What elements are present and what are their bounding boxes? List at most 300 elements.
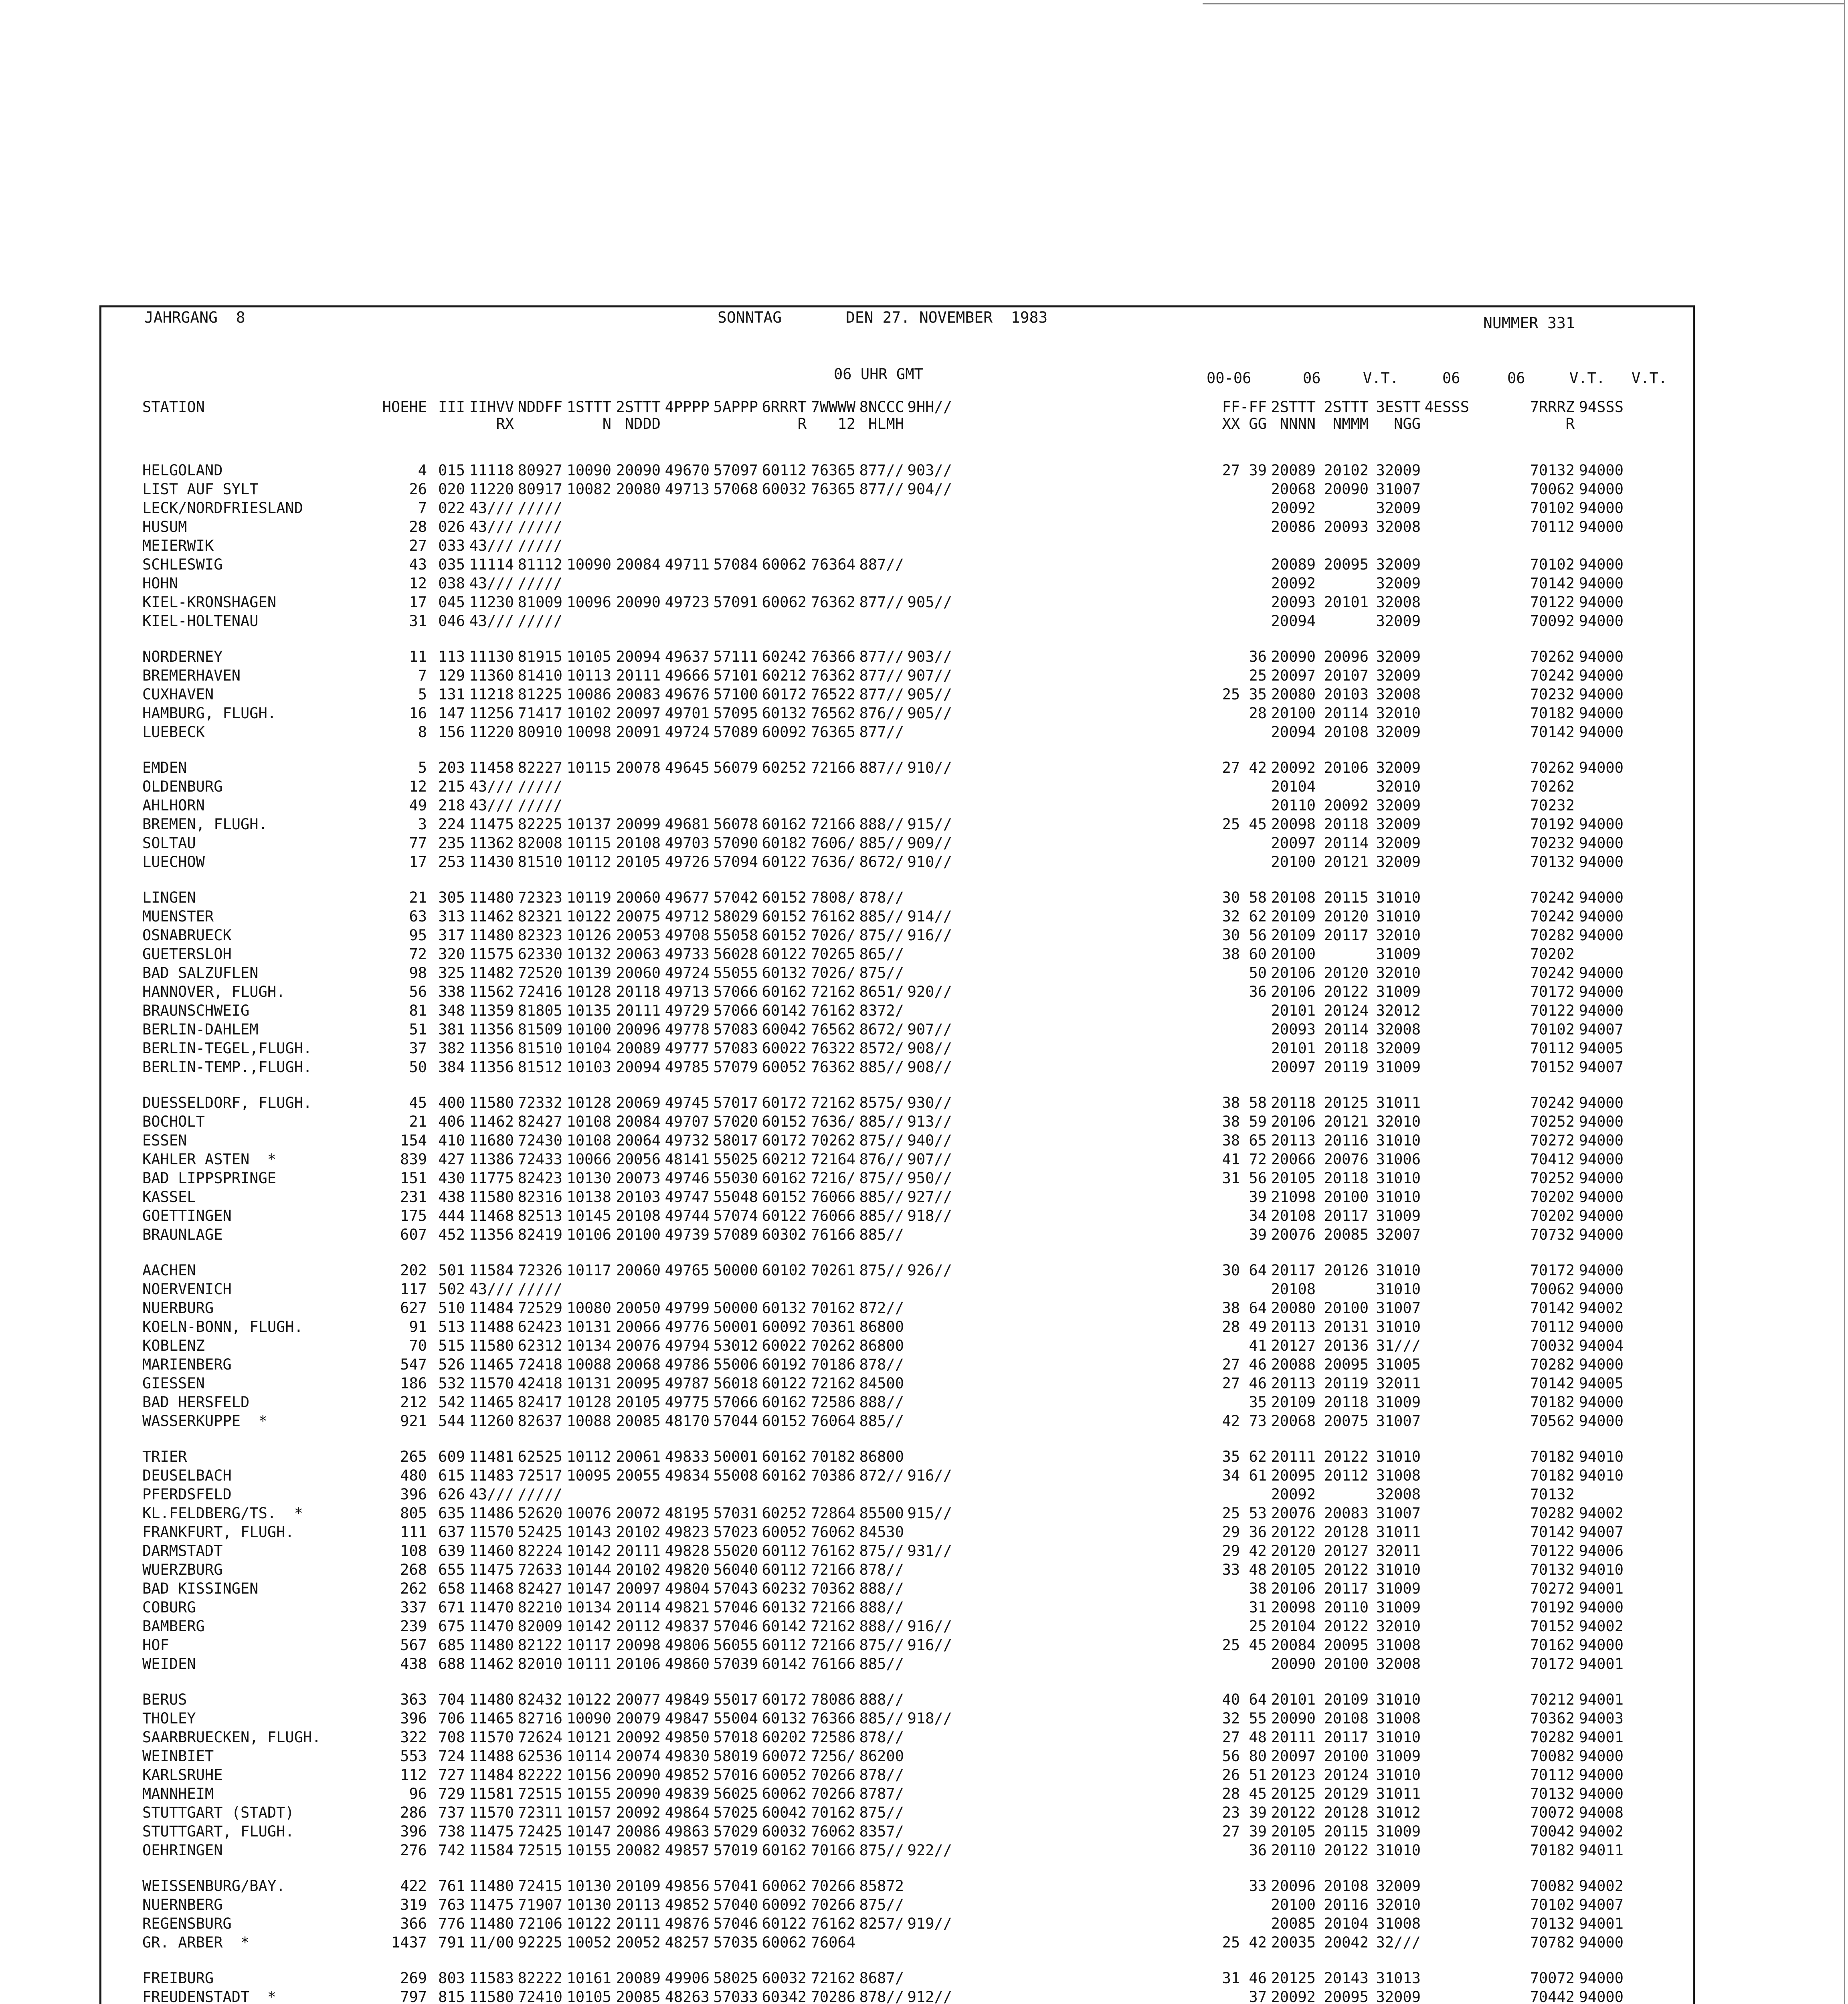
cell-4pppp: 49765 <box>665 1262 710 1279</box>
cell-3estt: 31008 <box>1376 1710 1421 1727</box>
table-row <box>0 612 1848 630</box>
cell-94sss: 94007 <box>1579 1021 1624 1038</box>
cell-2sttt: 20068 <box>616 1356 661 1373</box>
cell-2sttt-c: 20116 <box>1324 1896 1369 1913</box>
cell-nddff: 82222 <box>518 1766 562 1784</box>
cell-iii: 338 <box>438 983 465 1000</box>
cell-nddff: 62330 <box>518 945 562 963</box>
cell-3estt: 31013 <box>1376 1970 1421 1987</box>
cell-nddff: 72529 <box>518 1299 562 1317</box>
station-name: KIEL-HOLTENAU <box>142 612 259 630</box>
cell-ff-ff: 34 61 <box>1222 1467 1267 1484</box>
cell-8nccc: 85500 <box>859 1505 904 1522</box>
cell-2sttt-c: 20122 <box>1324 1618 1369 1635</box>
cell-9hh: 926// <box>907 1262 952 1279</box>
cell-7wwww: 7606/ <box>811 834 855 852</box>
cell-3estt: 32009 <box>1376 1988 1421 2004</box>
cell-5appp: 57066 <box>713 1394 758 1411</box>
cell-2sttt-c: 20116 <box>1324 1132 1369 1149</box>
cell-4pppp: 49864 <box>665 1804 710 1821</box>
cell-4pppp: 49726 <box>665 853 710 871</box>
cell-2sttt-c: 20085 <box>1324 1226 1369 1243</box>
cell-4pppp: 49666 <box>665 667 710 684</box>
cell-iihvv: 11/00 <box>469 1934 514 1951</box>
cell-hoehe: 56 <box>409 983 427 1000</box>
cell-iii: 046 <box>438 612 465 630</box>
cell-7rrrz: 70782 <box>1530 1934 1575 1951</box>
cell-6rrrt: 60132 <box>762 1710 807 1727</box>
cell-1sttt: 10117 <box>566 1636 611 1654</box>
table-row <box>0 1988 1848 2004</box>
cell-4pppp: 49849 <box>665 1691 710 1708</box>
cell-iii: 384 <box>438 1059 465 1076</box>
col-header-2sttt-c: 2STTT <box>1324 398 1369 416</box>
cell-2sttt-c: 20095 <box>1324 556 1369 573</box>
cell-7rrrz: 70042 <box>1530 1823 1575 1840</box>
cell-9hh: 916// <box>907 927 952 944</box>
cell-iihvv: 11359 <box>469 1002 514 1019</box>
cell-iihvv: 11475 <box>469 1823 514 1840</box>
cell-9hh: 920// <box>907 983 952 1000</box>
station-name: BRAUNLAGE <box>142 1226 223 1243</box>
station-name: BOCHOLT <box>142 1113 205 1130</box>
cell-94sss: 94000 <box>1579 1970 1624 1987</box>
cell-2sttt-b: 20122 <box>1271 1523 1316 1541</box>
cell-2sttt-c: 20125 <box>1324 1094 1369 1111</box>
cell-iii: 131 <box>438 686 465 703</box>
cell-94sss: 94002 <box>1579 1618 1624 1635</box>
table-row <box>0 853 1848 871</box>
cell-4pppp: 49786 <box>665 1356 710 1373</box>
station-name: AHLHORN <box>142 797 205 814</box>
cell-hoehe: 154 <box>400 1132 427 1149</box>
cell-ff-ff: 30 58 <box>1222 889 1267 906</box>
cell-2sttt-c: 20076 <box>1324 1151 1369 1168</box>
cell-7wwww: 72166 <box>811 1636 855 1654</box>
cell-4pppp: 49820 <box>665 1561 710 1578</box>
station-name: KOBLENZ <box>142 1337 205 1354</box>
cell-hoehe: 839 <box>400 1151 427 1168</box>
cell-3estt: 32008 <box>1376 1486 1421 1503</box>
cell-7wwww: 72162 <box>811 1375 855 1392</box>
cell-7wwww: 76365 <box>811 723 855 741</box>
cell-7wwww: 70262 <box>811 1132 855 1149</box>
cell-iihvv: 11570 <box>469 1804 514 1821</box>
cell-nddff: ///// <box>518 1281 562 1298</box>
cell-iihvv: 11230 <box>469 594 514 611</box>
station-name: GOETTINGEN <box>142 1207 232 1224</box>
cell-6rrrt: 60212 <box>762 1151 807 1168</box>
cell-3estt: 31010 <box>1376 1262 1421 1279</box>
cell-iihvv: 11470 <box>469 1599 514 1616</box>
cell-2sttt: 20111 <box>616 1002 661 1019</box>
cell-7rrrz: 70132 <box>1530 1561 1575 1578</box>
cell-hoehe: 268 <box>400 1561 427 1578</box>
cell-2sttt-b: 20098 <box>1271 816 1316 833</box>
cell-hoehe: 95 <box>409 927 427 944</box>
cell-2sttt: 20074 <box>616 1747 661 1765</box>
col-header-nddff: NDDFF <box>518 398 562 416</box>
cell-2sttt-c: 20127 <box>1324 1542 1369 1560</box>
cell-iihvv: 11775 <box>469 1170 514 1187</box>
cell-8nccc: 84530 <box>859 1523 904 1541</box>
cell-2sttt-b: 20100 <box>1271 853 1316 871</box>
cell-7rrrz: 70732 <box>1530 1226 1575 1243</box>
cell-ff-ff: 56 80 <box>1222 1747 1267 1765</box>
cell-iihvv: 11470 <box>469 1618 514 1635</box>
cell-2sttt-c: 20117 <box>1324 1207 1369 1224</box>
cell-94sss: 94006 <box>1579 1542 1624 1560</box>
cell-8nccc: 885// <box>859 1059 904 1076</box>
cell-7rrrz: 70272 <box>1530 1580 1575 1597</box>
cell-2sttt-c: 20101 <box>1324 594 1369 611</box>
cell-5appp: 57039 <box>713 1655 758 1673</box>
station-name: LINGEN <box>142 889 196 906</box>
cell-iii: 313 <box>438 908 465 925</box>
cell-hoehe: 12 <box>409 778 427 795</box>
cell-nddff: ///// <box>518 797 562 814</box>
cell-2sttt: 20097 <box>616 1580 661 1597</box>
cell-3estt: 32011 <box>1376 1542 1421 1560</box>
cell-nddff: 82009 <box>518 1618 562 1635</box>
cell-2sttt: 20118 <box>616 983 661 1000</box>
cell-2sttt-c: 20109 <box>1324 1691 1369 1708</box>
cell-3estt: 31007 <box>1376 1505 1421 1522</box>
cell-2sttt-c: 20117 <box>1324 1729 1369 1746</box>
cell-6rrrt: 60142 <box>762 1002 807 1019</box>
col-header-1sttt: N <box>602 415 611 432</box>
cell-8nccc: 878// <box>859 889 904 906</box>
cell-7rrrz: 70142 <box>1530 723 1575 741</box>
cell-4pppp: 49806 <box>665 1636 710 1654</box>
cell-2sttt-b: 20085 <box>1271 1915 1316 1932</box>
cell-94sss: 94000 <box>1579 1318 1624 1335</box>
cell-3estt: 32009 <box>1376 759 1421 776</box>
cell-1sttt: 10108 <box>566 1132 611 1149</box>
cell-3estt: 31010 <box>1376 1842 1421 1859</box>
cell-8nccc: 885// <box>859 908 904 925</box>
station-name: SCHLESWIG <box>142 556 223 573</box>
station-name: LIST AUF SYLT <box>142 481 259 498</box>
cell-2sttt-c: 20121 <box>1324 1113 1369 1130</box>
cell-8nccc: 875// <box>859 1170 904 1187</box>
cell-6rrrt: 60252 <box>762 759 807 776</box>
cell-1sttt: 10144 <box>566 1561 611 1578</box>
cell-8nccc: 875// <box>859 1804 904 1821</box>
cell-nddff: 81512 <box>518 1059 562 1076</box>
cell-7wwww: 72166 <box>811 816 855 833</box>
cell-hoehe: 363 <box>400 1691 427 1708</box>
cell-2sttt-b: 21098 <box>1271 1188 1316 1206</box>
issue-number: NUMMER 331 <box>1483 314 1575 332</box>
cell-1sttt: 10131 <box>566 1375 611 1392</box>
cell-3estt: 32009 <box>1376 1040 1421 1057</box>
cell-5appp: 57083 <box>713 1040 758 1057</box>
cell-7rrrz: 70152 <box>1530 1059 1575 1076</box>
cell-7rrrz: 70132 <box>1530 1915 1575 1932</box>
table-row <box>0 1393 1848 1412</box>
cell-2sttt-b: 20084 <box>1271 1636 1316 1654</box>
col-header-2sttt-c: NMMM <box>1332 415 1369 432</box>
cell-6rrrt: 60242 <box>762 648 807 665</box>
cell-1sttt: 10088 <box>566 1356 611 1373</box>
cell-2sttt-b: 20113 <box>1271 1318 1316 1335</box>
cell-3estt: 32010 <box>1376 964 1421 982</box>
cell-iii: 156 <box>438 723 465 741</box>
cell-iihvv: 43/// <box>469 499 514 517</box>
cell-8nccc: 885// <box>859 1412 904 1430</box>
cell-6rrrt: 60142 <box>762 1655 807 1673</box>
cell-7wwww: 76166 <box>811 1226 855 1243</box>
cell-6rrrt: 60152 <box>762 927 807 944</box>
cell-2sttt: 20084 <box>616 1113 661 1130</box>
cell-4pppp: 49747 <box>665 1188 710 1206</box>
table-row <box>0 1336 1848 1355</box>
cell-hoehe: 49 <box>409 797 427 814</box>
cell-hoehe: 396 <box>400 1486 427 1503</box>
cell-iihvv: 11488 <box>469 1747 514 1765</box>
cell-2sttt-c: 20114 <box>1324 705 1369 722</box>
cell-5appp: 55008 <box>713 1467 758 1484</box>
cell-2sttt: 20053 <box>616 927 661 944</box>
cell-7rrrz: 70282 <box>1530 1505 1575 1522</box>
cell-7wwww: 72166 <box>811 1599 855 1616</box>
cell-7wwww: 70265 <box>811 945 855 963</box>
cell-2sttt: 20090 <box>616 1785 661 1802</box>
cell-6rrrt: 60132 <box>762 1599 807 1616</box>
cell-6rrrt: 60092 <box>762 723 807 741</box>
cell-8nccc: 876// <box>859 705 904 722</box>
cell-94sss: 94003 <box>1579 1710 1624 1727</box>
cell-iihvv: 11580 <box>469 1188 514 1206</box>
cell-8nccc: 885// <box>859 1226 904 1243</box>
cell-7wwww: 7636/ <box>811 853 855 871</box>
cell-iihvv: 11584 <box>469 1262 514 1279</box>
station-name: SAARBRUECKEN, FLUGH. <box>142 1729 321 1746</box>
cell-5appp: 57111 <box>713 648 758 665</box>
cell-hoehe: 547 <box>400 1356 427 1373</box>
cell-6rrrt: 60122 <box>762 1207 807 1224</box>
cell-iii: 305 <box>438 889 465 906</box>
cell-ff-ff: 37 <box>1249 1988 1267 2004</box>
cell-6rrrt: 60112 <box>762 1636 807 1654</box>
col-header-2sttt-b: NNNN <box>1280 415 1316 432</box>
cell-5appp: 57094 <box>713 853 758 871</box>
cell-iii: 526 <box>438 1356 465 1373</box>
cell-94sss: 94000 <box>1579 964 1624 982</box>
cell-2sttt-c: 20107 <box>1324 667 1369 684</box>
cell-9hh: 914// <box>907 908 952 925</box>
cell-hoehe: 797 <box>400 1988 427 2004</box>
station-name: COBURG <box>142 1599 196 1616</box>
cell-2sttt-b: 20109 <box>1271 1394 1316 1411</box>
station-name: HANNOVER, FLUGH. <box>142 983 285 1000</box>
cell-5appp: 58029 <box>713 908 758 925</box>
table-row <box>0 1636 1848 1655</box>
cell-5appp: 57043 <box>713 1580 758 1597</box>
cell-2sttt-b: 20109 <box>1271 908 1316 925</box>
cell-6rrrt: 60182 <box>762 834 807 852</box>
cell-94sss: 94000 <box>1579 853 1624 871</box>
cell-3estt: 32007 <box>1376 1226 1421 1243</box>
cell-9hh: 918// <box>907 1207 952 1224</box>
cell-7wwww: 76365 <box>811 462 855 479</box>
cell-2sttt: 20060 <box>616 964 661 982</box>
cell-7rrrz: 70182 <box>1530 1394 1575 1411</box>
cell-iihvv: 11356 <box>469 1040 514 1057</box>
cell-1sttt: 10134 <box>566 1337 611 1354</box>
table-row <box>0 1058 1848 1077</box>
cell-2sttt-c: 20114 <box>1324 1021 1369 1038</box>
cell-hoehe: 276 <box>400 1842 427 1859</box>
cell-1sttt: 10121 <box>566 1729 611 1746</box>
cell-nddff: 82323 <box>518 927 562 944</box>
cell-3estt: 32009 <box>1376 834 1421 852</box>
cell-3estt: 31009 <box>1376 1394 1421 1411</box>
cell-7wwww: 76362 <box>811 594 855 611</box>
cell-7rrrz: 70062 <box>1530 1281 1575 1298</box>
cell-1sttt: 10142 <box>566 1542 611 1560</box>
table-row <box>0 1188 1848 1206</box>
cell-2sttt-c: 20096 <box>1324 648 1369 665</box>
cell-3estt: 31008 <box>1376 1915 1421 1932</box>
cell-7rrrz: 70242 <box>1530 1094 1575 1111</box>
cell-iii: 704 <box>438 1691 465 1708</box>
cell-hoehe: 21 <box>409 1113 427 1130</box>
cell-5appp: 57033 <box>713 1988 758 2004</box>
cell-4pppp: 49708 <box>665 927 710 944</box>
cell-3estt: 31009 <box>1376 1207 1421 1224</box>
cell-iii: 513 <box>438 1318 465 1335</box>
cell-3estt: 32010 <box>1376 1113 1421 1130</box>
cell-2sttt-c: 20120 <box>1324 964 1369 982</box>
cell-94sss: 94005 <box>1579 1375 1624 1392</box>
cell-9hh: 910// <box>907 853 952 871</box>
table-row <box>0 704 1848 723</box>
cell-4pppp: 49876 <box>665 1915 710 1932</box>
cell-nddff: 82222 <box>518 1970 562 1987</box>
cell-9hh: 903// <box>907 648 952 665</box>
cell-9hh: 905// <box>907 686 952 703</box>
cell-iihvv: 11468 <box>469 1580 514 1597</box>
station-name: SOLTAU <box>142 834 196 852</box>
cell-9hh: 918// <box>907 1710 952 1727</box>
cell-1sttt: 10088 <box>566 1412 611 1430</box>
cell-4pppp: 49785 <box>665 1059 710 1076</box>
cell-2sttt-c: 20110 <box>1324 1599 1369 1616</box>
cell-2sttt-c: 20131 <box>1324 1318 1369 1335</box>
group-vt3-label: V.T. <box>1632 370 1668 387</box>
cell-iii: 253 <box>438 853 465 871</box>
cell-iihvv: 11484 <box>469 1766 514 1784</box>
cell-5appp: 57100 <box>713 686 758 703</box>
col-header-2sttt: NDDD <box>625 415 661 432</box>
station-name: HUSUM <box>142 518 187 535</box>
cell-iihvv: 11562 <box>469 983 514 1000</box>
cell-hoehe: 607 <box>400 1226 427 1243</box>
cell-8nccc: 887// <box>859 556 904 573</box>
station-name: FREIBURG <box>142 1970 214 1987</box>
cell-5appp: 50001 <box>713 1448 758 1465</box>
cell-2sttt-b: 20113 <box>1271 1375 1316 1392</box>
cell-9hh: 909// <box>907 834 952 852</box>
cell-3estt: 32009 <box>1376 499 1421 517</box>
cell-2sttt-b: 20106 <box>1271 1113 1316 1130</box>
cell-2sttt-c: 20122 <box>1324 983 1369 1000</box>
cell-1sttt: 10108 <box>566 1113 611 1130</box>
cell-2sttt-c: 20092 <box>1324 797 1369 814</box>
station-name: TRIER <box>142 1448 187 1465</box>
cell-nddff: ///// <box>518 575 562 592</box>
cell-nddff: 72425 <box>518 1823 562 1840</box>
cell-2sttt: 20106 <box>616 1655 661 1673</box>
cell-2sttt-c: 20042 <box>1324 1934 1369 1951</box>
station-name: DARMSTADT <box>142 1542 223 1560</box>
col-header-4pppp: 4PPPP <box>665 398 710 416</box>
cell-2sttt-c: 20095 <box>1324 1988 1369 2004</box>
station-name: OSNABRUECK <box>142 927 232 944</box>
cell-iihvv: 43/// <box>469 1281 514 1298</box>
col-header-4esss: 4ESSS <box>1424 398 1469 416</box>
cell-iihvv: 11581 <box>469 1785 514 1802</box>
cell-iihvv: 11468 <box>469 1207 514 1224</box>
cell-5appp: 57040 <box>713 1896 758 1913</box>
cell-2sttt-b: 20093 <box>1271 1021 1316 1038</box>
cell-94sss: 94000 <box>1579 759 1624 776</box>
cell-nddff: 71417 <box>518 705 562 722</box>
table-row <box>0 982 1848 1001</box>
cell-iihvv: 11580 <box>469 1988 514 2004</box>
cell-ff-ff: 29 36 <box>1222 1523 1267 1541</box>
cell-4pppp: 49713 <box>665 983 710 1000</box>
cell-1sttt: 10102 <box>566 705 611 722</box>
cell-2sttt: 20098 <box>616 1636 661 1654</box>
cell-7rrrz: 70082 <box>1530 1747 1575 1765</box>
cell-hoehe: 269 <box>400 1970 427 1987</box>
cell-hoehe: 11 <box>409 648 427 665</box>
cell-3estt: 32009 <box>1376 612 1421 630</box>
cell-3estt: 31010 <box>1376 1188 1421 1206</box>
table-row <box>0 1039 1848 1058</box>
cell-9hh: 927// <box>907 1188 952 1206</box>
cell-ff-ff: 50 <box>1249 964 1267 982</box>
cell-2sttt-c: 20104 <box>1324 1915 1369 1932</box>
cell-iihvv: 11480 <box>469 1877 514 1895</box>
cell-94sss: 94000 <box>1579 1412 1624 1430</box>
group-vt-label: V.T. <box>1363 370 1399 387</box>
cell-6rrrt: 60062 <box>762 1934 807 1951</box>
cell-iii: 502 <box>438 1281 465 1298</box>
cell-5appp: 58019 <box>713 1747 758 1765</box>
cell-nddff: 81805 <box>518 1002 562 1019</box>
cell-94sss: 94007 <box>1579 1523 1624 1541</box>
cell-nddff: 81112 <box>518 556 562 573</box>
cell-9hh: 915// <box>907 816 952 833</box>
cell-4pppp: 49713 <box>665 481 710 498</box>
cell-4pppp: 49823 <box>665 1523 710 1541</box>
cell-8nccc: 877// <box>859 723 904 741</box>
cell-7rrrz: 70362 <box>1530 1710 1575 1727</box>
cell-7wwww: 70266 <box>811 1785 855 1802</box>
cell-5appp: 56079 <box>713 759 758 776</box>
station-name: BAD KISSINGEN <box>142 1580 259 1597</box>
col-header-7rrrz: 7RRRZ <box>1530 398 1575 416</box>
table-row <box>0 1523 1848 1541</box>
cell-1sttt: 10137 <box>566 816 611 833</box>
table-row <box>0 888 1848 907</box>
cell-2sttt: 20050 <box>616 1299 661 1317</box>
cell-4pppp: 49856 <box>665 1877 710 1895</box>
